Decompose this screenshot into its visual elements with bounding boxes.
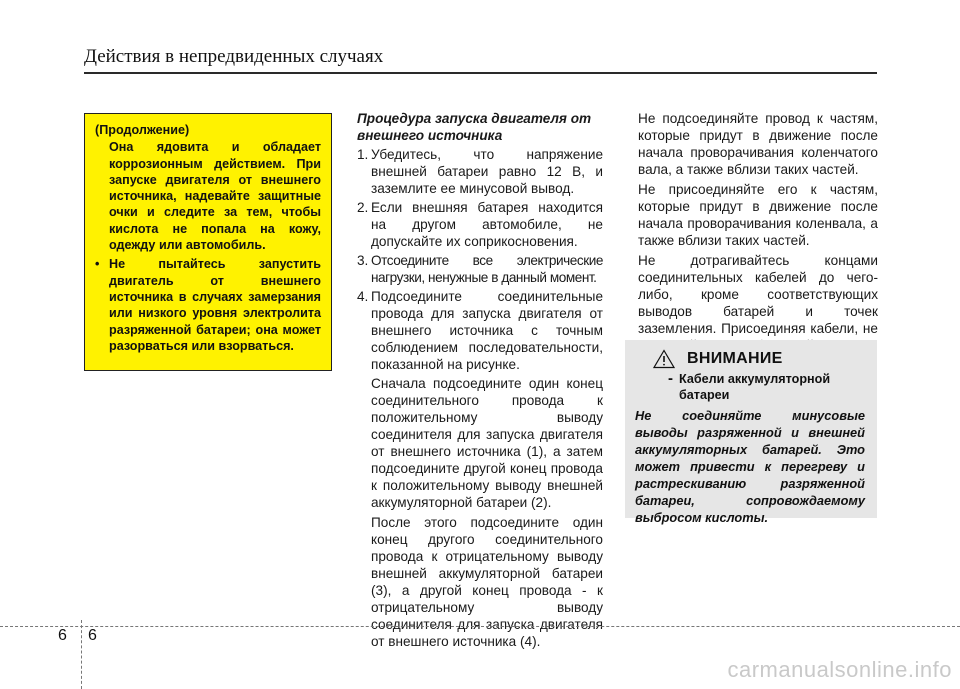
right-paragraph: Не присоединяйте его к частям, которые придут в движение после начала проворачивания коленвала, а также вблизи таких частей.: [638, 182, 878, 248]
warning-body: Не соединяйте минусовые выводы разряженной и внешней аккумуляторных батарей. Это может привести к перегреву и растрескиванию разряженной батареи, сопровождаемому выбросом кислоты.: [635, 408, 865, 525]
step-text: Отсоедините все электрические нагрузки, ненужные в данный момент.: [371, 253, 603, 285]
step-number: 3.: [357, 253, 369, 268]
step-number: 4.: [357, 289, 369, 304]
step-number: 1.: [357, 147, 369, 162]
procedure-step: [357, 146, 603, 197]
step-number: 2.: [357, 200, 369, 215]
warning-triangle-icon: [653, 349, 675, 369]
procedure-step: [357, 288, 603, 373]
caution-box-bullet-text: Не пытайтесь запустить двигатель от внешнего источника в случаях замерзания или низкого уровня электролита разряженной батареи; она может разорваться или взорваться.: [109, 257, 321, 353]
page-number: 6: [88, 627, 97, 644]
page-header-title: Действия в непредвиденных случаях: [84, 46, 384, 67]
warning-subtitle: Кабели аккумуляторной батареи: [679, 372, 831, 402]
procedure-step: [357, 252, 603, 286]
step-text: Убедитесь, что напряжение внешней батареи равно 12 В, и заземлите ее минусовой вывод.: [371, 147, 603, 196]
caution-box-bullet: [95, 256, 321, 354]
warning-dash: -: [668, 370, 673, 387]
footer-divider: [81, 620, 82, 689]
right-paragraph: Не дотрагивайтесь концами соединительных кабелей до чего-либо, кроме соответствующих выводов батарей и точек заземления. Присоединяя кабели, не: [638, 253, 878, 336]
footer-rule: [0, 626, 960, 627]
step-text: Подсоедините соединительные провода для запуска двигателя от внешнего источника с точным соблюдением последовательности, показанной на рисунке.: [371, 289, 603, 372]
caution-box-heading: (Продолжение): [95, 123, 190, 137]
procedure-title: Процедура запуска двигателя от внешнего источника: [357, 111, 592, 143]
watermark: carmanualsonline.info: [727, 657, 952, 682]
warning-box: [625, 340, 877, 525]
procedure-paragraph: Сначала подсоедините один конец соединительного провода к положительному выводу соединителя для запуска двигателя от внешнего источника (1), а затем подсоедините другой конец провода к положительному выводу внешней аккумуляторной батареи (2).: [371, 376, 603, 510]
bullet-dot: •: [95, 257, 100, 272]
right-paragraph: Не подсоединяйте провод к частям, которые придут в движение после начала проворачивания коленчатого вала, а также вблизи таких частей.: [638, 111, 878, 177]
warning-title: ВНИМАНИЕ: [687, 350, 783, 367]
procedure-step: [357, 199, 603, 250]
right-text-column: [638, 110, 878, 357]
caution-box-continued: [84, 113, 332, 371]
caution-box-paragraph: Она ядовита и обладает коррозионным действием. При запуске двигателя от внешнего источника, надевайте защитные очки и следите за тем, чтобы кислота не попала на кожу, одежду или автомобиль.: [109, 140, 321, 253]
warning-subtitle-row: [635, 371, 865, 403]
header-rule: [84, 72, 877, 74]
procedure-paragraph: После этого подсоедините один конец другого соединительного провода к отрицательному выводу внешней аккумуляторной батареи (3), а другой конец провода - к отрицательному выводу соединителя для запуска двигателя от внешнего источника (4).: [371, 515, 603, 649]
procedure-column: [357, 110, 603, 653]
step-text: Если внешняя батарея находится на другом автомобиле, не допускайте их соприкосновения.: [371, 200, 603, 249]
warning-header: [635, 348, 865, 370]
section-number: 6: [58, 627, 67, 644]
